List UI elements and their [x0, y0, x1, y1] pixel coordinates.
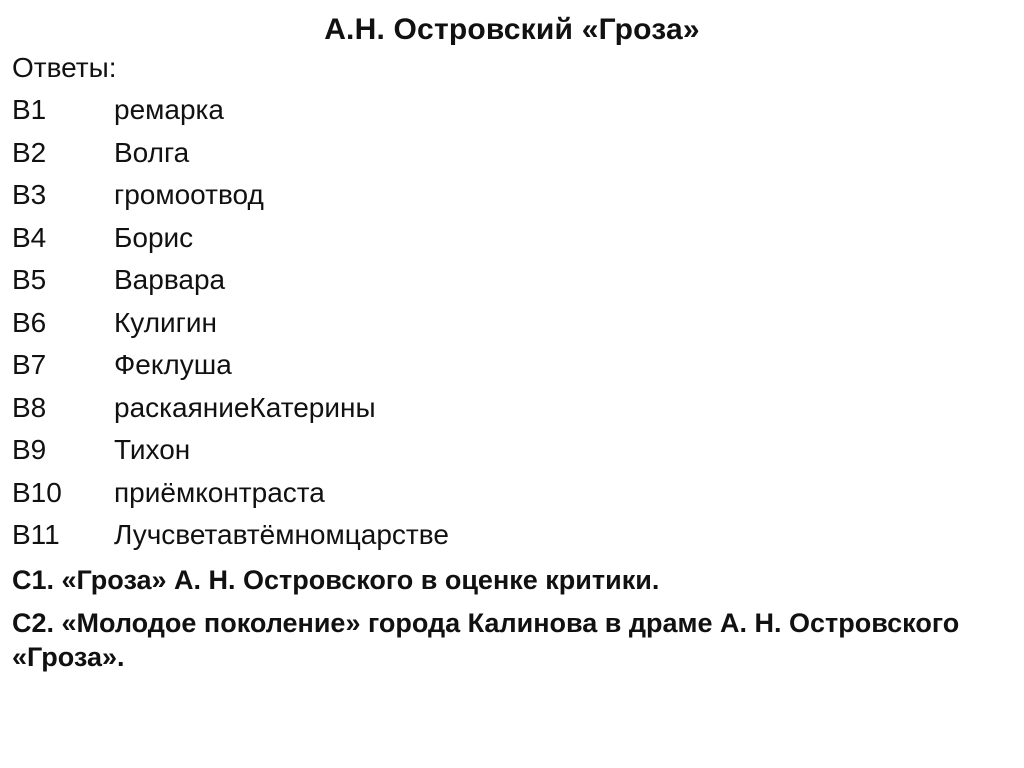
answer-code: В3	[12, 179, 47, 210]
answer-code: В10	[12, 476, 62, 508]
answer-text: раскаяниеКатерины	[114, 391, 376, 423]
answer-text: Варвара	[114, 264, 226, 295]
answer-text: Борис	[114, 221, 194, 253]
answer-code: В6	[12, 306, 47, 338]
answer-row-b10	[12, 472, 1012, 515]
answer-code: В1	[12, 94, 47, 125]
answer-row-b7	[12, 344, 1012, 387]
answers-label: Ответы:	[12, 52, 117, 83]
answer-code: В8	[12, 391, 47, 423]
answer-code: В4	[12, 221, 47, 253]
answer-code: В2	[12, 136, 47, 168]
answer-row-b4	[12, 217, 1012, 260]
answer-code: В7	[12, 349, 47, 380]
answer-text: Тихон	[114, 434, 191, 465]
answer-row-b6	[12, 302, 1012, 345]
answer-code: В5	[12, 264, 47, 295]
task-c1: С1. «Гроза» А. Н. Островского в оценке критики.	[12, 564, 660, 595]
answer-text: Волга	[114, 136, 190, 168]
answer-row-b5	[12, 259, 1012, 302]
task-c2: С2. «Молодое поколение» города Калинова в драме А. Н. Островского «Гроза».	[12, 607, 960, 672]
answer-row-b2	[12, 132, 1012, 175]
answer-row-b8	[12, 387, 1012, 430]
answer-code: В9	[12, 434, 47, 465]
answer-row-b3	[12, 174, 1012, 217]
answer-text: Феклуша	[114, 349, 232, 380]
answer-text: приёмконтраста	[114, 476, 325, 508]
answer-text: громоотвод	[114, 179, 264, 210]
answer-row-b9	[12, 429, 1012, 472]
answer-text: Кулигин	[114, 306, 217, 338]
answer-text: ремарка	[114, 94, 224, 125]
answer-code: В11	[12, 519, 60, 550]
slide-title: А.Н. Островский «Гроза»	[324, 13, 700, 46]
answer-text: Лучсветавтёмномцарстве	[114, 519, 449, 550]
slide-content	[12, 47, 1012, 674]
answer-row-b11	[12, 514, 1012, 557]
answer-row-b1	[12, 89, 1012, 132]
